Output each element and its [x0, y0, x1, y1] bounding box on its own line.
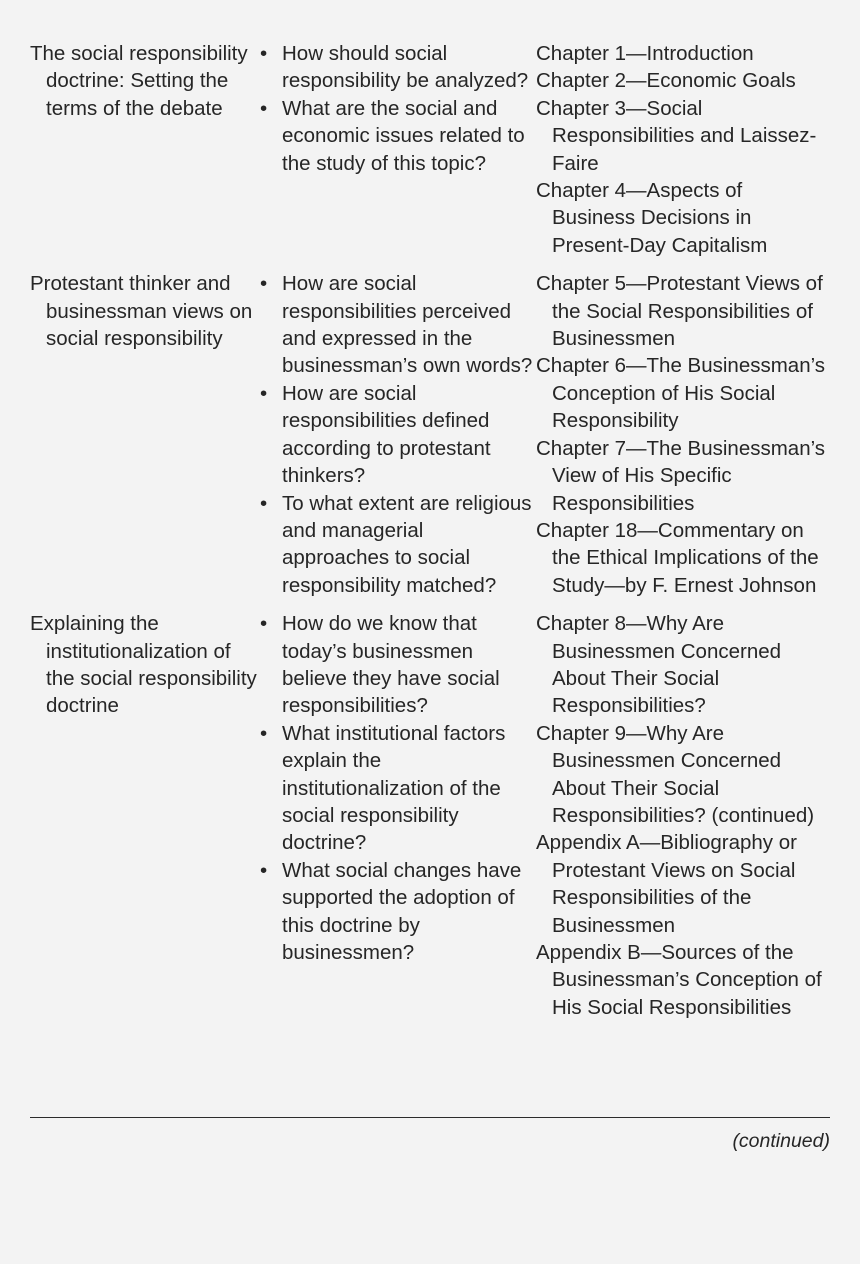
theme-cell [30, 270, 258, 352]
theme-text: Protestant thinker and businessman views on social responsibility [30, 272, 253, 351]
question-item [258, 270, 536, 380]
question-text: How do we know that today’s businessmen believe they have social responsibilities? [282, 612, 500, 718]
question-text: What are the social and economic issues related to the study of this topic? [282, 96, 525, 175]
table-row [30, 610, 830, 1021]
chapter-entry: Chapter 2—Economic Goals [536, 69, 796, 93]
question-item [258, 490, 536, 600]
bullet-icon: • [260, 612, 268, 636]
continued-note: (continued) [732, 1130, 830, 1152]
chapters-cell [536, 610, 830, 1021]
question-text: To what extent are religious and managerial approaches to social responsibility matched? [282, 491, 532, 597]
question-text: How are social responsibilities defined according to protestant thinkers? [282, 381, 491, 488]
theme-text: The social responsibility doctrine: Setting the terms of the debate [30, 42, 248, 120]
question-item [258, 610, 536, 720]
question-item [258, 857, 536, 967]
chapter-entry: Chapter 18—Commentary on the Ethical Implications of the Study—by F. Ernest Johnson [536, 518, 819, 597]
question-item [258, 380, 536, 490]
theme-cell [30, 40, 258, 122]
table-row [30, 270, 830, 599]
bullet-icon: • [260, 381, 268, 405]
question-text: How should social responsibility be analyzed? [282, 42, 529, 93]
question-item [258, 720, 536, 857]
chapter-entry: Appendix B—Sources of the Businessman’s Conception of His Social Responsibilities [536, 941, 822, 1019]
chapter-entry: Chapter 7—The Businessman’s View of His Specific Responsibilities [536, 436, 826, 515]
bullet-icon: • [260, 858, 268, 882]
bullet-icon: • [260, 491, 268, 515]
bullet-icon: • [260, 42, 268, 65]
bullet-icon: • [260, 721, 268, 745]
chapter-entry: Appendix A—Bibliography or Protestant Views on Social Responsibilities of the Businessmen [536, 831, 797, 937]
questions-cell [258, 40, 536, 177]
chapter-entry: Chapter 5—Protestant Views of the Social Responsibilities of Businessmen [536, 272, 823, 351]
question-item [258, 40, 536, 95]
questions-cell [258, 270, 536, 599]
question-text: How are social responsibilities perceived and expressed in the businessman’s own words? [282, 272, 533, 378]
bullet-icon: • [260, 96, 268, 120]
question-text: What institutional factors explain the institutionalization of the social responsibility doctrine? [282, 721, 506, 855]
questions-cell [258, 610, 536, 966]
chapter-entry: Chapter 1—Introduction [536, 42, 754, 65]
responsibility-table [30, 40, 830, 1021]
chapter-entry: Chapter 8—Why Are Businessmen Concerned About Their Social Responsibilities? [536, 612, 782, 718]
chapter-entry: Chapter 4—Aspects of Business Decisions in Present-Day Capitalism [536, 179, 768, 257]
chapter-entry: Chapter 3—Social Responsibilities and Laissez-Faire [536, 96, 817, 175]
question-item [258, 95, 536, 177]
table-row [30, 40, 830, 259]
chapters-cell [536, 270, 830, 599]
chapters-cell [536, 40, 830, 259]
table-bottom-rule [30, 1117, 830, 1118]
question-text: What social changes have supported the adoption of this doctrine by businessmen? [282, 858, 522, 964]
theme-cell [30, 610, 258, 720]
chapter-entry: Chapter 6—The Businessman’s Conception of His Social Responsibility [536, 354, 826, 433]
theme-text: Explaining the institutionalization of the social responsibility doctrine [30, 612, 257, 718]
chapter-entry: Chapter 9—Why Are Businessmen Concerned About Their Social Responsibilities? (continued) [536, 721, 815, 827]
bullet-icon: • [260, 272, 268, 296]
